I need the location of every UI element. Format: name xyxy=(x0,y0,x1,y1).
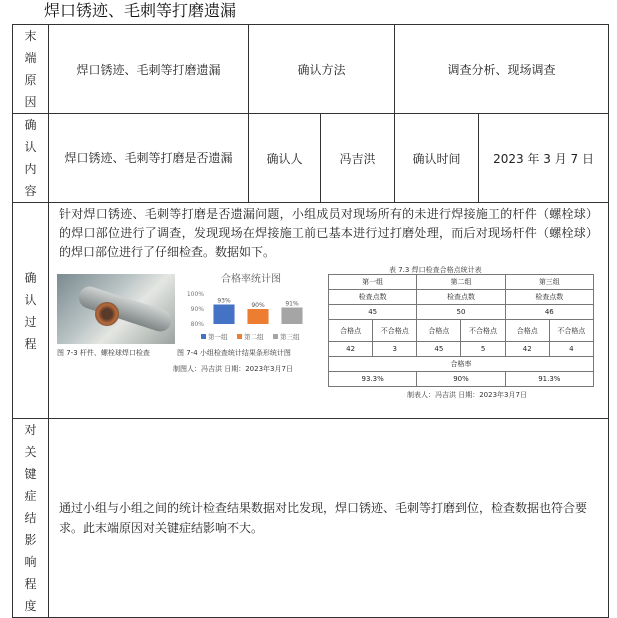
y-tick-label: 100% xyxy=(186,291,204,298)
legend-swatch xyxy=(273,334,278,339)
row2-side-label: 确认内容 xyxy=(13,114,49,203)
stat-table-maker: 制表人：冯吉洪 日期：2023年3月7日 xyxy=(407,391,527,399)
legend-swatch xyxy=(201,334,206,339)
pass-label: 合格点 xyxy=(505,320,549,342)
page-title: 焊口锈迹、毛刺等打磨遗漏 xyxy=(44,1,237,20)
fail-value: 5 xyxy=(461,342,505,357)
row3-side-label: 确认过程 xyxy=(13,203,49,419)
rate-value: 90% xyxy=(417,372,505,387)
figures-area xyxy=(49,262,608,410)
bar-data-label: 93% xyxy=(217,297,231,305)
bar xyxy=(247,309,268,324)
pass-value: 42 xyxy=(505,342,549,357)
fail-label: 不合格点 xyxy=(373,320,417,342)
bar xyxy=(281,308,302,325)
pass-label: 合格点 xyxy=(417,320,461,342)
check-value: 50 xyxy=(417,305,505,320)
pass-value: 42 xyxy=(329,342,373,357)
chart-maker-line: 制图人：冯吉洪 日期：2023年3月7日 xyxy=(173,365,293,373)
time-value: 2023 年 3 月 7 日 xyxy=(479,114,609,203)
pass-rate-chart xyxy=(181,270,321,352)
bar-data-label: 90% xyxy=(251,302,265,309)
stat-table-title: 表 7.3 焊口检查合格点统计表 xyxy=(389,266,482,274)
cause-cell: 焊口锈迹、毛刺等打磨遗漏 xyxy=(49,25,249,114)
rate-value: 91.3% xyxy=(505,372,593,387)
fail-value: 4 xyxy=(549,342,593,357)
row1-side-label: 末端原因 xyxy=(13,25,49,114)
check-label: 检查点数 xyxy=(505,290,593,305)
group-header: 第二组 xyxy=(417,275,505,290)
bar xyxy=(213,305,234,325)
y-tick-label: 80% xyxy=(190,321,204,328)
impact-cell: 通过小组与小组之间的统计检查结果数据对比发现，焊口锈迹、毛刺等打磨到位，检查数据也符合要求。此末端原因对关键症结影响不大。 xyxy=(49,419,609,618)
rate-value: 93.3% xyxy=(329,372,417,387)
fail-value: 3 xyxy=(373,342,417,357)
fig3-caption: 图 7-3 杆件、螺栓球焊口检查 xyxy=(57,349,150,357)
process-cell xyxy=(49,203,609,419)
confirmation-table xyxy=(12,24,609,618)
bar-data-label: 91% xyxy=(285,300,299,308)
fail-label: 不合格点 xyxy=(461,320,505,342)
method-value: 调查分析、现场调查 xyxy=(395,25,609,114)
fail-label: 不合格点 xyxy=(549,320,593,342)
legend-swatch xyxy=(237,334,242,339)
rate-label: 合格率 xyxy=(329,357,594,372)
time-label: 确认时间 xyxy=(395,114,479,203)
confirmer-label: 确认人 xyxy=(249,114,321,203)
weld-inspection-photo xyxy=(57,274,175,344)
group-header: 第一组 xyxy=(329,275,417,290)
confirmer-value: 冯吉洪 xyxy=(321,114,395,203)
stat-table xyxy=(328,274,594,387)
process-paragraph: 针对焊口锈迹、毛刺等打磨是否遗漏问题，小组成员对现场所有的未进行焊接施工的杆件（螺栓球）的焊口部位进行了调查，发现现场在焊接施工前已基本进行过打磨处理，而后对现场杆件（螺栓球）的焊口部位进行了仔细检查。数据如下。 xyxy=(59,207,599,259)
fig4-caption: 图 7-4 小组检查统计结果条形统计图 xyxy=(177,349,291,357)
content-cell: 焊口锈迹、毛刺等打磨是否遗漏 xyxy=(49,114,249,203)
check-label: 检查点数 xyxy=(417,290,505,305)
method-label: 确认方法 xyxy=(249,25,395,114)
check-value: 45 xyxy=(329,305,417,320)
pass-label: 合格点 xyxy=(329,320,373,342)
legend-label: 第一组 xyxy=(208,333,228,341)
y-tick-label: 90% xyxy=(190,306,204,313)
legend-label: 第三组 xyxy=(280,333,300,341)
pass-value: 45 xyxy=(417,342,461,357)
legend-label: 第二组 xyxy=(244,333,264,341)
chart-title: 合格率统计图 xyxy=(221,274,281,285)
check-label: 检查点数 xyxy=(329,290,417,305)
row4-side-label: 对关键症结影响程度 xyxy=(13,419,49,618)
group-header: 第三组 xyxy=(505,275,593,290)
check-value: 46 xyxy=(505,305,593,320)
